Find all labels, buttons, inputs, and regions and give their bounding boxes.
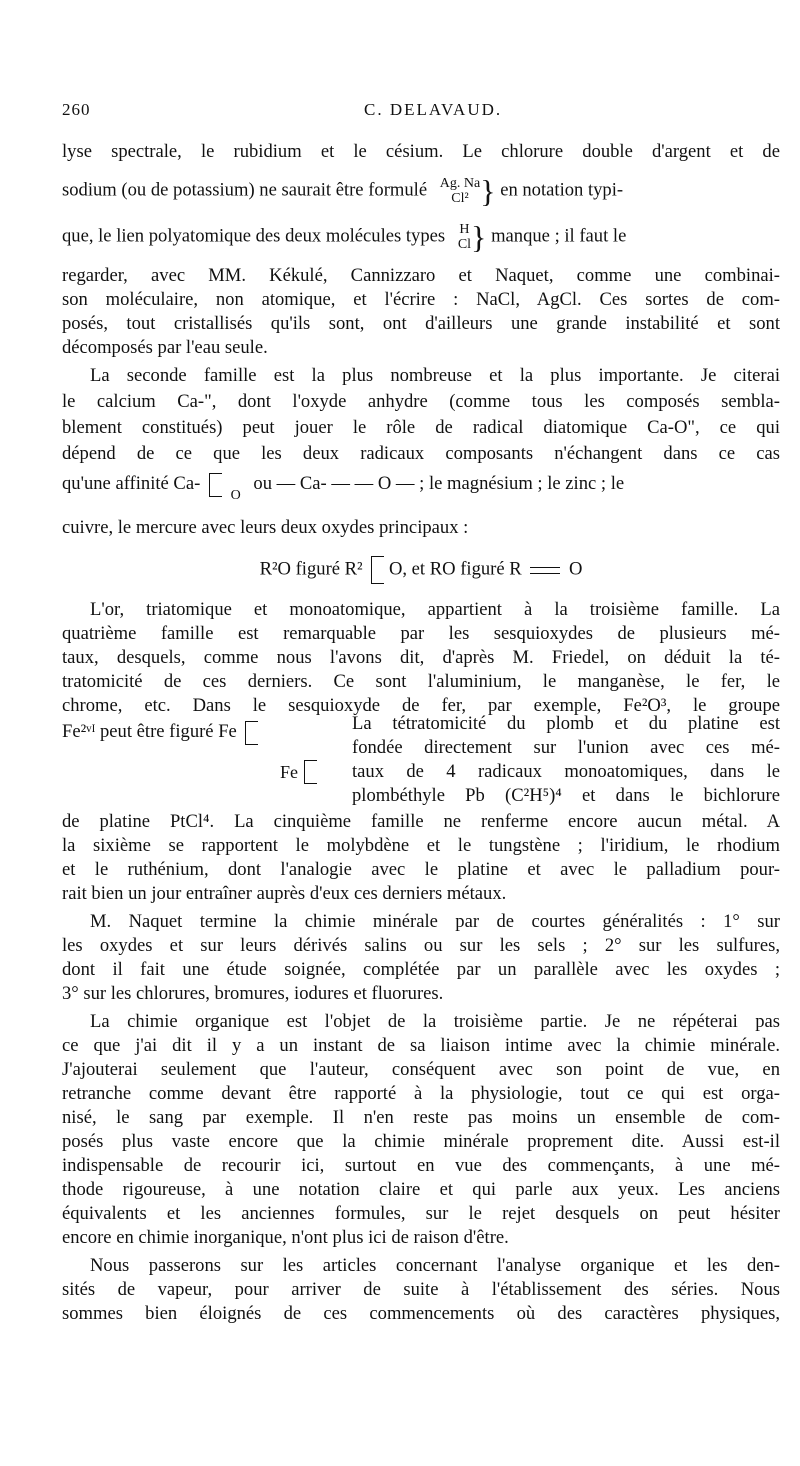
brace-icon: }	[480, 176, 496, 206]
text-line: rait bien un jour entraîner auprès d'eux ces derniers métaux.	[62, 883, 507, 904]
text-line: dont il fait une étude soignée, complétée par un parallèle avec les oxydes ;	[62, 959, 780, 980]
text-segment: en notation typi-	[500, 179, 624, 201]
text-line	[62, 222, 780, 252]
text-line: regarder, avec MM. Kékulé, Cannizzaro et Naquet, comme une combinai-	[62, 265, 780, 286]
running-title: C. DELAVAUD.	[364, 100, 503, 119]
text-line: posés, tout cristallisés qu'ils sont, ont d'ailleurs une grande instabilité et sont	[62, 313, 780, 334]
text-line: taux, desquels, comme nous l'avons dit, d'après M. Friedel, on déduit la té-	[62, 647, 780, 668]
formula-text: O	[568, 558, 583, 580]
text-segment: sodium (ou de potassium) ne saurait être formulé	[62, 179, 428, 201]
text-line: le calcium Ca-", dont l'oxyde anhydre (comme tous les composés sembla-	[62, 391, 780, 412]
text-line: thode rigoureuse, à une notation claire et qui parle aux yeux. Les anciens	[62, 1179, 780, 1200]
formula-hcl	[458, 222, 471, 252]
text-line	[62, 176, 780, 206]
text-line: M. Naquet termine la chimie minérale par de courtes généralités : 1° sur	[90, 911, 780, 932]
text-line: sommes bien éloignés de ces commencements où des caractères physiques,	[62, 1303, 780, 1324]
text-line: quatrième famille est remarquable par les sesquioxydes de plusieurs mé-	[62, 623, 780, 644]
text-line: La tétratomicité du plomb et du platine est	[352, 713, 780, 734]
formula-denominator: Cl	[457, 237, 472, 252]
text-line: indispensable de recourir ici, surtout en vue des commençants, à une mé-	[62, 1155, 780, 1176]
bond-frame-icon	[209, 473, 222, 497]
double-bond-icon	[530, 567, 560, 574]
text-line: chrome, etc. Dans le sesquioxyde de fer, par exemple, Fe²O³, le groupe	[62, 695, 780, 716]
running-head	[62, 96, 780, 126]
text-line: équivalents et les anciennes formules, sur le rejet desquels on peut hésiter	[62, 1203, 780, 1224]
text-line: posés plus vaste encore que la chimie minérale proprement dite. Aussi est-il	[62, 1131, 780, 1152]
text-line: décomposés par l'eau seule.	[62, 337, 268, 358]
page	[62, 96, 780, 126]
body-text	[62, 140, 780, 1460]
text-line: retranche comme devant être rapporté à la physiologie, tout ce qui est orga-	[62, 1083, 780, 1104]
text-line	[62, 720, 352, 745]
formula-text: O, et RO figuré R	[388, 558, 522, 580]
text-line: La seconde famille est la plus nombreuse et la plus importante. Je citerai	[90, 365, 780, 386]
text-line: cuivre, le mercure avec leurs deux oxydes principaux :	[62, 517, 469, 538]
text-line: fondée directement sur l'union avec ces mé-	[352, 737, 780, 758]
formula-symbol: O	[230, 488, 241, 503]
text-line: blement constitués) peut jouer le rôle de radical diatomique Ca-O", ce qui	[62, 417, 780, 438]
formula-text: R²O figuré R²	[259, 558, 363, 580]
formula-numerator: Ag. Na	[439, 176, 481, 191]
text-segment: que, le lien polyatomique des deux molécules types	[62, 225, 446, 247]
text-line	[62, 472, 780, 506]
fe-label: Fe	[280, 762, 298, 782]
page-number: 260	[62, 100, 91, 119]
text-line: ce que j'ai dit il y a un instant de sa liaison intime avec la chimie minérale.	[62, 1035, 780, 1056]
text-line: La chimie organique est l'objet de la troisième partie. Je ne répéterai pas	[90, 1011, 780, 1032]
formula-agna	[440, 176, 480, 206]
text-segment: manque ; il faut le	[491, 225, 627, 247]
text-line: lyse spectrale, le rubidium et le césium. Le chlorure double d'argent et de	[62, 141, 780, 162]
bond-frame-icon	[245, 721, 258, 745]
text-line: son moléculaire, non atomique, et l'écrire : NaCl, AgCl. Ces sortes de com-	[62, 289, 780, 310]
text-line: J'ajouterai seulement que l'auteur, conséquent avec son point de vue, en	[62, 1059, 780, 1080]
bond-frame-icon	[304, 760, 317, 784]
text-line: L'or, triatomique et monoatomique, appartient à la troisième famille. La	[90, 599, 780, 620]
formula-denominator: Cl²	[451, 191, 469, 206]
text-segment: Fe²ᵛᴵ peut être figuré Fe	[62, 721, 237, 742]
text-segment: ou — Ca- — — O — ; le magnésium ; le zinc ; le	[253, 473, 625, 494]
text-line: tratomicité de ces derniers. Ce sont l'aluminium, le manganèse, le fer, le	[62, 671, 780, 692]
text-segment: qu'une affinité Ca-	[62, 473, 201, 494]
text-line: Nous passerons sur les articles concernant l'analyse organique et les den-	[90, 1255, 780, 1276]
text-line: plombéthyle Pb (C²H⁵)⁴ et dans le bichlorure	[352, 785, 780, 806]
text-line: taux de 4 radicaux monoatomiques, dans le	[352, 761, 780, 782]
text-line: de platine PtCl⁴. La cinquième famille ne renferme encore aucun métal. A	[62, 811, 780, 832]
bond-frame-icon	[371, 556, 384, 584]
text-line: nisé, le sang par exemple. Il n'en reste pas moins un ensemble de com-	[62, 1107, 780, 1128]
text-line: encore en chimie inorganique, n'ont plus ici de raison d'être.	[62, 1227, 509, 1248]
formula-numerator: H	[459, 222, 470, 237]
text-line: la sixième se rapportent le molybdène et le tungstène ; l'iridium, le rhodium	[62, 835, 780, 856]
brace-icon: }	[471, 222, 487, 252]
text-line: 3° sur les chlorures, bromures, iodures et fluorures.	[62, 983, 444, 1004]
formula-oxydes	[62, 556, 780, 584]
text-line: sités de vapeur, pour arriver de suite à l'établissement des séries. Nous	[62, 1279, 780, 1300]
text-line: et le ruthénium, dont l'analogie avec le platine et avec le palladium pour-	[62, 859, 780, 880]
text-line: les oxydes et sur leurs dérivés salins ou sur les sels ; 2° sur les sulfures,	[62, 935, 780, 956]
text-line: dépend de ce que les deux radicaux composants n'échangent dans ce cas	[62, 443, 780, 464]
